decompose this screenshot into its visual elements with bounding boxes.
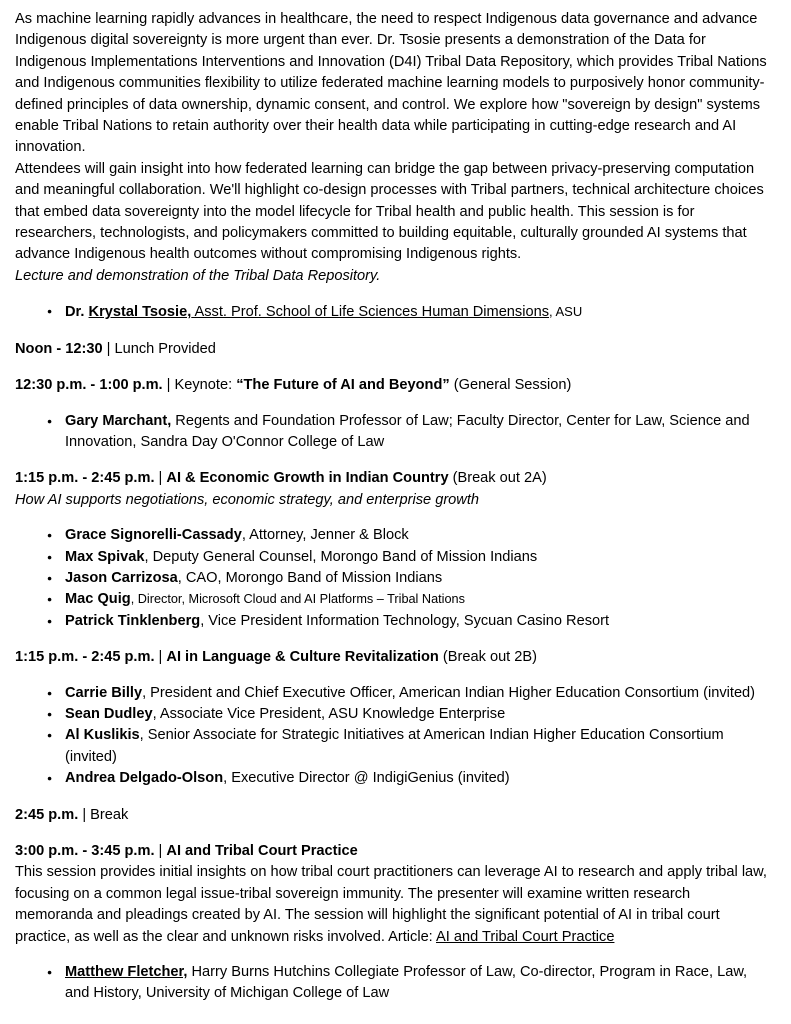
break-desc: | Break [78,806,129,823]
speaker-desc: , Vice President Information Technology, Sycuan Casino Resort [200,612,610,629]
speaker-name: Al Kuslikis [65,727,140,744]
speaker-org: , ASU [549,304,583,320]
session-2b-speaker-list [15,683,772,790]
keynote-speaker-list [15,411,772,454]
speaker-desc: , Deputy General Counsel, Morongo Band of Mission Indians [144,548,538,565]
list-item-dudley [15,704,772,725]
keynote-pre: | Keynote: [162,377,237,394]
session-2a-speaker-list [15,525,772,632]
speaker-name: Gary Marchant, [65,412,172,429]
speaker-name: Carrie Billy [65,684,143,701]
break-time: 2:45 p.m. [15,806,79,823]
article-link[interactable]: AI and Tribal Court Practice [436,928,615,945]
list-item-quig [15,589,772,610]
speaker-name: Grace Signorelli-Cassady [65,527,242,544]
speaker-name: Jason Carrizosa [65,569,178,586]
speaker-name: Patrick Tinklenberg [65,612,201,629]
speaker-prefix: Dr. [65,304,89,321]
session-2a-time: 1:15 p.m. - 2:45 p.m. [15,470,155,487]
session-2a-tag: (Break out 2A) [448,470,547,487]
court-session-description: This session provides initial insights on how tribal court practitioners can leverage AI to research and apply tribal law, focusing on a common legal issue-tribal sovereign immunity. The presenter will examine written research memoranda and pleadings created by AI. The session will highlight the significant potential of AI in tribal court practice, as well as the clear and unknown risks involved. Article: [15,864,767,945]
speaker-desc: Harry Burns Hutchins Collegiate Professor of Law, Co-director, Program in Race, Law, and History, University of Michigan College of Law [65,964,748,1002]
speaker-name: Mac Quig [65,591,131,608]
list-item-spivak [15,547,772,568]
court-session-time: 3:00 p.m. - 3:45 p.m. [15,843,155,859]
speaker-name: Sean Dudley [65,705,153,722]
court-session-title: AI and Tribal Court Practice [166,843,358,859]
speaker-desc: , Senior Associate for Strategic Initiatives at American Indian Higher Education Consortium (invited) [65,727,724,765]
list-item-carrizosa [15,568,772,589]
tsosie-title-link[interactable]: Asst. Prof. School of Life Sciences Human Dimensions [191,304,549,321]
speaker-desc: , CAO, Morongo Band of Mission Indians [177,569,443,586]
tsosie-name-link[interactable]: Krystal Tsosie, [88,304,192,321]
list-item-delgado-olson [15,768,772,789]
keynote-heading [15,375,772,396]
lunch-time: Noon - 12:30 [15,340,103,357]
speaker-desc: , Executive Director @ IndigiGenius (invited) [223,770,510,787]
list-item-fletcher [15,962,772,1005]
list-item-billy [15,683,772,704]
session-2b-title: AI in Language & Culture Revitalization [166,649,439,666]
keynote-title: “The Future of AI and Beyond” [236,377,450,394]
list-item-tinklenberg [15,611,772,632]
court-session-sep: | [154,843,167,859]
fletcher-name-link[interactable]: Matthew Fletcher, [65,964,188,981]
speaker-desc: , Associate Vice President, ASU Knowledge Enterprise [152,705,506,722]
session-2a-sep: | [154,470,167,487]
list-item-kuslikis [15,725,772,768]
list-item-tsosie [15,301,772,323]
intro-paragraph-2: Attendees will gain insight into how federated learning can bridge the gap between privacy-preserving computation and meaningful collaboration. We'll highlight co-design processes with Tribal partners, technical architecture choices that embed data sovereignty into the model lifecycle for Tribal health and public health. This session is for researchers, technologists, and policymakers committed to building equitable, culturally grounded AI systems that advance Indigenous health outcomes without compromising Indigenous rights. [15,160,764,263]
court-session-body [15,862,772,948]
session-2b-sep: | [154,649,167,666]
session-2b-time: 1:15 p.m. - 2:45 p.m. [15,649,155,666]
demo-speaker-list [15,301,772,323]
break-heading [15,805,772,826]
keynote-time: 12:30 p.m. - 1:00 p.m. [15,377,163,394]
lecture-note: Lecture and demonstration of the Tribal Data Repository. [15,267,381,284]
lunch-desc: | Lunch Provided [102,340,216,357]
intro-paragraph-1: As machine learning rapidly advances in healthcare, the need to respect Indigenous data governance and advance Indigenous digital sovereignty is more urgent than ever. Dr. Tsosie presents a demonstration of the Data for Indigenous Implementations Interventions and Innovation (D4I) Tribal Data Repository, which provides Tribal Nations and Indigenous communities flexibility to utilize federated machine learning models to purposively honor community-defined principles of data ownership, dynamic consent, and control. We explore how "sovereign by design" systems enable Tribal Nations to retain authority over their health data while participating in cutting-edge research and AI innovation. [15,11,767,156]
court-session-heading [15,841,772,862]
session-2a-heading [15,468,772,489]
list-item-signorelli [15,525,772,546]
keynote-post: (General Session) [449,377,572,394]
lunch-heading [15,339,772,360]
session-2a-title: AI & Economic Growth in Indian Country [166,470,449,487]
court-speaker-list [15,962,772,1005]
speaker-desc: , Attorney, Jenner & Block [241,527,409,544]
list-item-marchant [15,411,772,454]
session-2a-subtitle: How AI supports negotiations, economic strategy, and enterprise growth [15,491,479,508]
speaker-name: Andrea Delgado-Olson [65,770,224,787]
speaker-desc: Regents and Foundation Professor of Law; Faculty Director, Center for Law, Science and Innovation, Sandra Day O'Connor College of Law [65,412,750,450]
speaker-name: Max Spivak [65,548,145,565]
session-2b-heading [15,647,772,668]
session-2b-tag: (Break out 2B) [438,649,538,666]
speaker-desc: , Director, Microsoft Cloud and AI Platforms – Tribal Nations [130,592,465,607]
speaker-desc: , President and Chief Executive Officer, American Indian Higher Education Consortium (invited) [142,684,756,701]
